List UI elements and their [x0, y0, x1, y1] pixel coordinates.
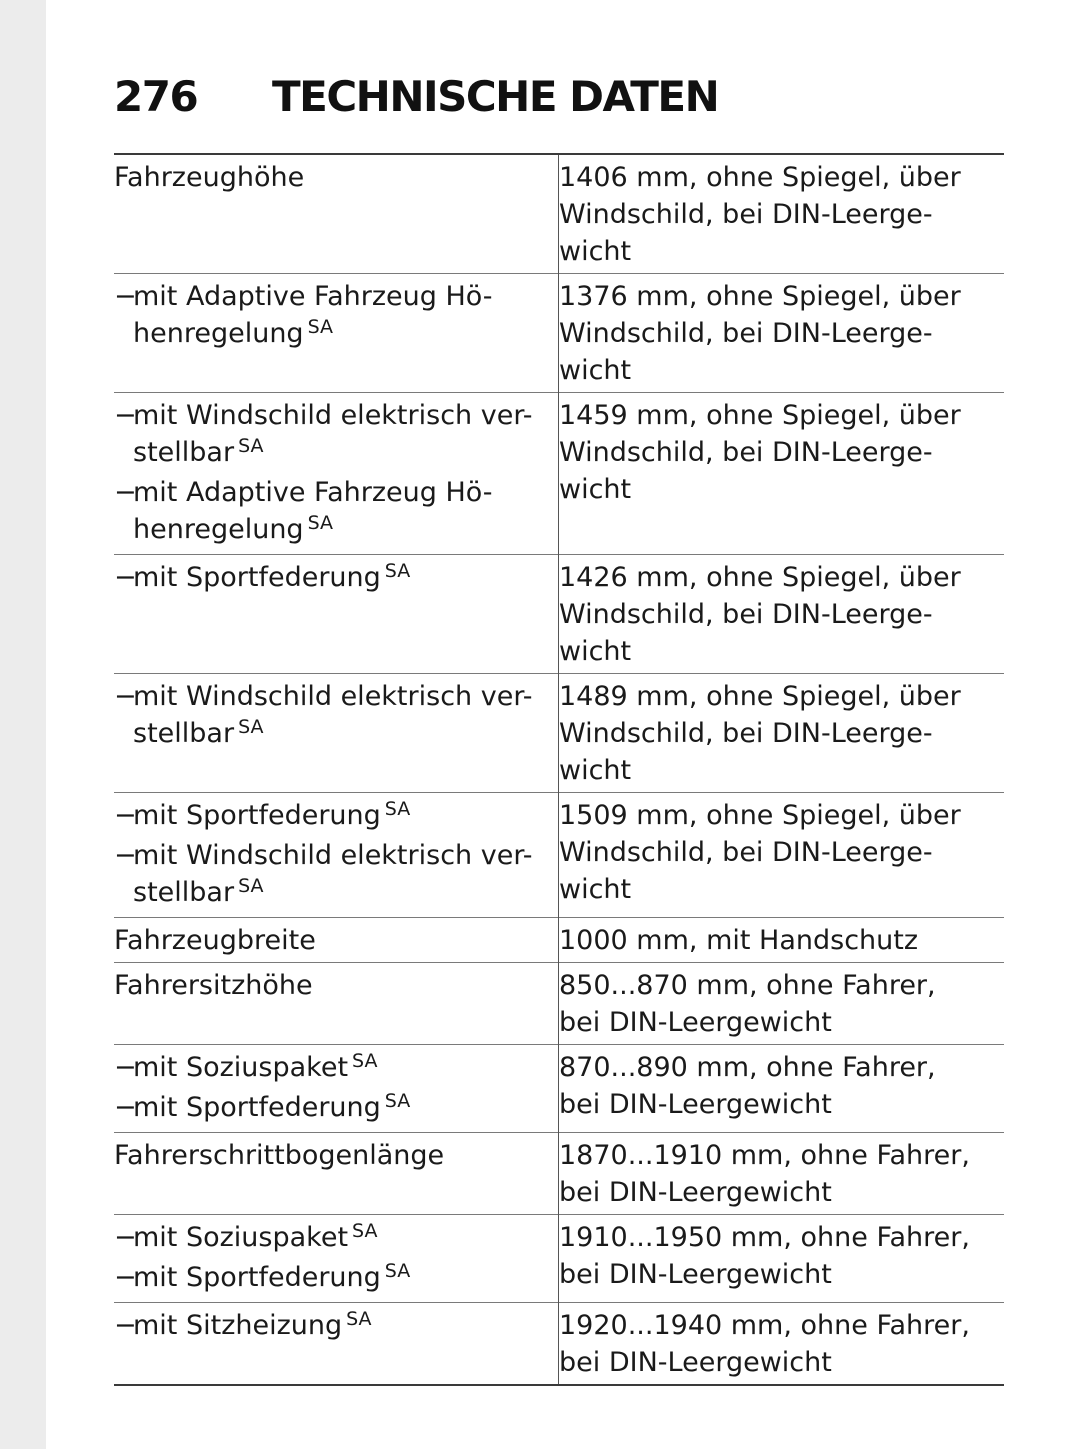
label-text: mit Windschild elektrisch ver-: [133, 681, 533, 712]
dash-marker: −: [114, 1262, 137, 1293]
spec-table: [114, 153, 1004, 1386]
value-line: 1489 mm, ohne Spiegel, über: [559, 681, 961, 712]
label-text: mit Adaptive Fahrzeug Hö-: [133, 477, 493, 508]
label-line: [114, 315, 558, 355]
spec-value-cell: [559, 393, 1005, 555]
value-line: Windschild, bei DIN-Leerge-: [559, 599, 933, 630]
dash-marker: −: [114, 1052, 137, 1083]
value-line: 1000 mm, mit Handschutz: [559, 925, 919, 956]
value-line: 870...890 mm, ohne Fahrer,: [559, 1052, 936, 1083]
label-line: [114, 1049, 558, 1089]
label-line: [114, 1259, 558, 1299]
label-line: [114, 159, 558, 196]
value-line: bei DIN-Leergewicht: [559, 1007, 832, 1038]
spec-label-cell: [114, 154, 559, 274]
value-line: 1509 mm, ohne Spiegel, über: [559, 800, 961, 831]
spec-label-cell: [114, 1133, 559, 1215]
label-line: [114, 874, 558, 914]
label-line: [114, 678, 558, 715]
spec-label-cell: [114, 393, 559, 555]
spec-value-cell: [559, 274, 1005, 393]
label-line: [114, 797, 558, 837]
spec-value-cell: [559, 918, 1005, 963]
spec-label-cell: [114, 274, 559, 393]
label-line: [114, 397, 558, 434]
sa-marker: SA: [346, 1308, 372, 1330]
dash-marker: −: [114, 1222, 137, 1253]
sa-marker: SA: [384, 560, 411, 582]
spec-table-body: [114, 154, 1004, 1385]
value-line: bei DIN-Leergewicht: [559, 1259, 832, 1290]
label-text: henregelung: [133, 514, 304, 545]
value-line: bei DIN-Leergewicht: [559, 1347, 832, 1378]
table-row: [114, 393, 1004, 555]
sa-marker: SA: [238, 716, 264, 738]
value-line: wicht: [559, 874, 632, 905]
label-text: henregelung: [133, 318, 304, 349]
value-line: Windschild, bei DIN-Leerge-: [559, 318, 933, 349]
table-row: [114, 963, 1004, 1045]
label-text: mit Sitzheizung: [133, 1310, 343, 1341]
spec-label-cell: [114, 555, 559, 674]
value-line: Windschild, bei DIN-Leerge-: [559, 718, 933, 749]
dash-marker: −: [114, 1092, 137, 1123]
label-text: Fahrersitzhöhe: [114, 970, 313, 1001]
label-line: [114, 967, 558, 1004]
spec-value-cell: [559, 963, 1005, 1045]
spec-label-cell: [114, 1303, 559, 1386]
value-line: Windschild, bei DIN-Leerge-: [559, 437, 933, 468]
dash-marker: −: [114, 562, 137, 593]
manual-page: [46, 0, 1080, 1449]
label-line: [114, 511, 558, 551]
table-row: [114, 674, 1004, 793]
spec-value-cell: [559, 154, 1005, 274]
label-line: [114, 1137, 558, 1174]
label-text: mit Windschild elektrisch ver-: [133, 840, 533, 871]
sa-marker: SA: [238, 875, 264, 897]
label-text: mit Soziuspaket: [133, 1222, 349, 1253]
sa-marker: SA: [307, 316, 333, 338]
value-line: Windschild, bei DIN-Leerge-: [559, 199, 933, 230]
value-line: bei DIN-Leergewicht: [559, 1089, 832, 1120]
value-line: bei DIN-Leergewicht: [559, 1177, 832, 1208]
value-line: 1376 mm, ohne Spiegel, über: [559, 281, 961, 312]
label-text: Fahrzeughöhe: [114, 162, 305, 193]
sa-marker: SA: [352, 1050, 378, 1072]
table-row: [114, 1303, 1004, 1386]
value-line: wicht: [559, 755, 632, 786]
table-row: [114, 793, 1004, 918]
label-text: mit Windschild elektrisch ver-: [133, 400, 533, 431]
label-line: [114, 715, 558, 755]
value-line: wicht: [559, 636, 632, 667]
label-line: [114, 922, 558, 959]
sa-marker: SA: [384, 1090, 411, 1112]
value-line: 850...870 mm, ohne Fahrer,: [559, 970, 936, 1001]
table-row: [114, 918, 1004, 963]
label-text: mit Adaptive Fahrzeug Hö-: [133, 281, 493, 312]
spec-label-cell: [114, 1045, 559, 1133]
label-text: mit Sportfederung: [133, 800, 381, 831]
sa-marker: SA: [384, 798, 411, 820]
page-title: TECHNISCHE DATEN: [272, 71, 719, 121]
page-number: 276: [114, 71, 198, 121]
table-row: [114, 555, 1004, 674]
spec-value-cell: [559, 1303, 1005, 1386]
label-line: [114, 1089, 558, 1129]
value-line: 1406 mm, ohne Spiegel, über: [559, 162, 961, 193]
table-row: [114, 1215, 1004, 1303]
value-line: 1920...1940 mm, ohne Fahrer,: [559, 1310, 970, 1341]
value-line: Windschild, bei DIN-Leerge-: [559, 837, 933, 868]
label-line: [114, 434, 558, 474]
label-text: stellbar: [133, 877, 235, 908]
dash-marker: −: [114, 281, 137, 312]
label-line: [114, 1307, 558, 1347]
sa-marker: SA: [384, 1260, 411, 1282]
label-text: Fahrzeugbreite: [114, 925, 316, 956]
dash-marker: −: [114, 477, 137, 508]
label-line: [114, 559, 558, 599]
value-line: 1459 mm, ohne Spiegel, über: [559, 400, 961, 431]
spec-value-cell: [559, 1215, 1005, 1303]
spec-value-cell: [559, 674, 1005, 793]
spec-value-cell: [559, 793, 1005, 918]
value-line: wicht: [559, 355, 632, 386]
label-text: mit Soziuspaket: [133, 1052, 349, 1083]
spec-label-cell: [114, 793, 559, 918]
label-line: [114, 1219, 558, 1259]
spec-label-cell: [114, 918, 559, 963]
dash-marker: −: [114, 400, 137, 431]
label-text: mit Sportfederung: [133, 562, 381, 593]
table-row: [114, 274, 1004, 393]
label-text: mit Sportfederung: [133, 1262, 381, 1293]
spec-value-cell: [559, 1133, 1005, 1215]
value-line: 1870...1910 mm, ohne Fahrer,: [559, 1140, 970, 1171]
label-line: [114, 278, 558, 315]
value-line: wicht: [559, 474, 632, 505]
spec-label-cell: [114, 1215, 559, 1303]
label-text: stellbar: [133, 718, 235, 749]
value-line: 1910...1950 mm, ohne Fahrer,: [559, 1222, 970, 1253]
dash-marker: −: [114, 681, 137, 712]
value-line: wicht: [559, 236, 632, 267]
dash-marker: −: [114, 1310, 137, 1341]
sa-marker: SA: [307, 512, 333, 534]
table-row: [114, 154, 1004, 274]
label-text: Fahrerschrittbogenlänge: [114, 1140, 445, 1171]
table-row: [114, 1133, 1004, 1215]
sa-marker: SA: [352, 1220, 378, 1242]
table-row: [114, 1045, 1004, 1133]
label-text: mit Sportfederung: [133, 1092, 381, 1123]
value-line: 1426 mm, ohne Spiegel, über: [559, 562, 961, 593]
dash-marker: −: [114, 840, 137, 871]
label-text: stellbar: [133, 437, 235, 468]
spec-label-cell: [114, 963, 559, 1045]
page-header: [114, 66, 718, 126]
spec-value-cell: [559, 555, 1005, 674]
label-line: [114, 474, 558, 511]
spec-label-cell: [114, 674, 559, 793]
spec-value-cell: [559, 1045, 1005, 1133]
label-line: [114, 837, 558, 874]
sa-marker: SA: [238, 435, 264, 457]
dash-marker: −: [114, 800, 137, 831]
